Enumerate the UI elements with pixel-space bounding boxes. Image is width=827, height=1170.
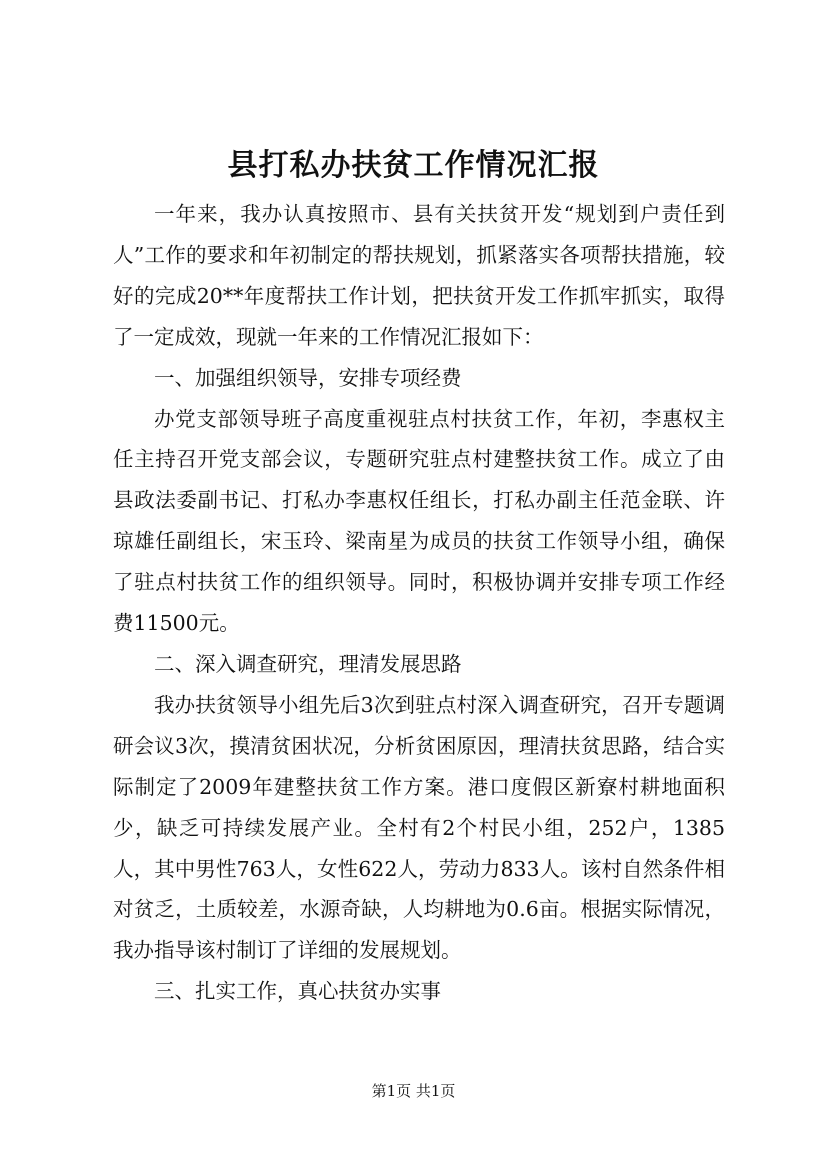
- paragraph-section-2: 我办扶贫领导小组先后3次到驻点村深入调查研究，召开专题调研会议3次，摸清贫困状况，分析贫困原因，理清扶贫思路，结合实际制定了2009年建整扶贫工作方案。港口度假区新寮村耕地面积少，缺乏可持续发展产业。全村有2个村民小组，252户，1385人，其中男性763人，女性622人，劳动力833人。该村自然条件相对贫乏，土质较差，水源奇缺，人均耕地为0.6亩。根据实际情况，我办指导该村制订了详细的发展规划。: [113, 692, 725, 963]
- section-heading-1: 一、加强组织领导，安排专项经费: [154, 365, 462, 390]
- document-body: [113, 194, 725, 1012]
- paragraph-section-1: 办党支部领导班子高度重视驻点村扶贫工作，年初，李惠权主任主持召开党支部会议，专题研究驻点村建整扶贫工作。成立了由县政法委副书记、打私办李惠权任组长，打私办副主任范金联、许琼雄任副组长，宋玉玲、梁南星为成员的扶贫工作领导小组，确保了驻点村扶贫工作的组织领导。同时，积极协调并安排专项工作经费11500元。: [113, 406, 725, 636]
- document-title: 县打私办扶贫工作情况汇报: [227, 148, 600, 183]
- paragraph-intro: 一年来，我办认真按照市、县有关扶贫开发“规划到户责任到人”工作的要求和年初制定的帮扶规划，抓紧落实各项帮扶措施，较好的完成20**年度帮扶工作计划，把扶贫开发工作抓牢抓实，取得了一定成效，现就一年来的工作情况汇报如下：: [113, 202, 725, 349]
- page-footer: 第1页 共1页: [371, 1082, 456, 1100]
- section-heading-2: 二、深入调查研究，理清发展思路: [154, 651, 462, 676]
- section-heading-3: 三、扎实工作，真心扶贫办实事: [154, 979, 441, 1004]
